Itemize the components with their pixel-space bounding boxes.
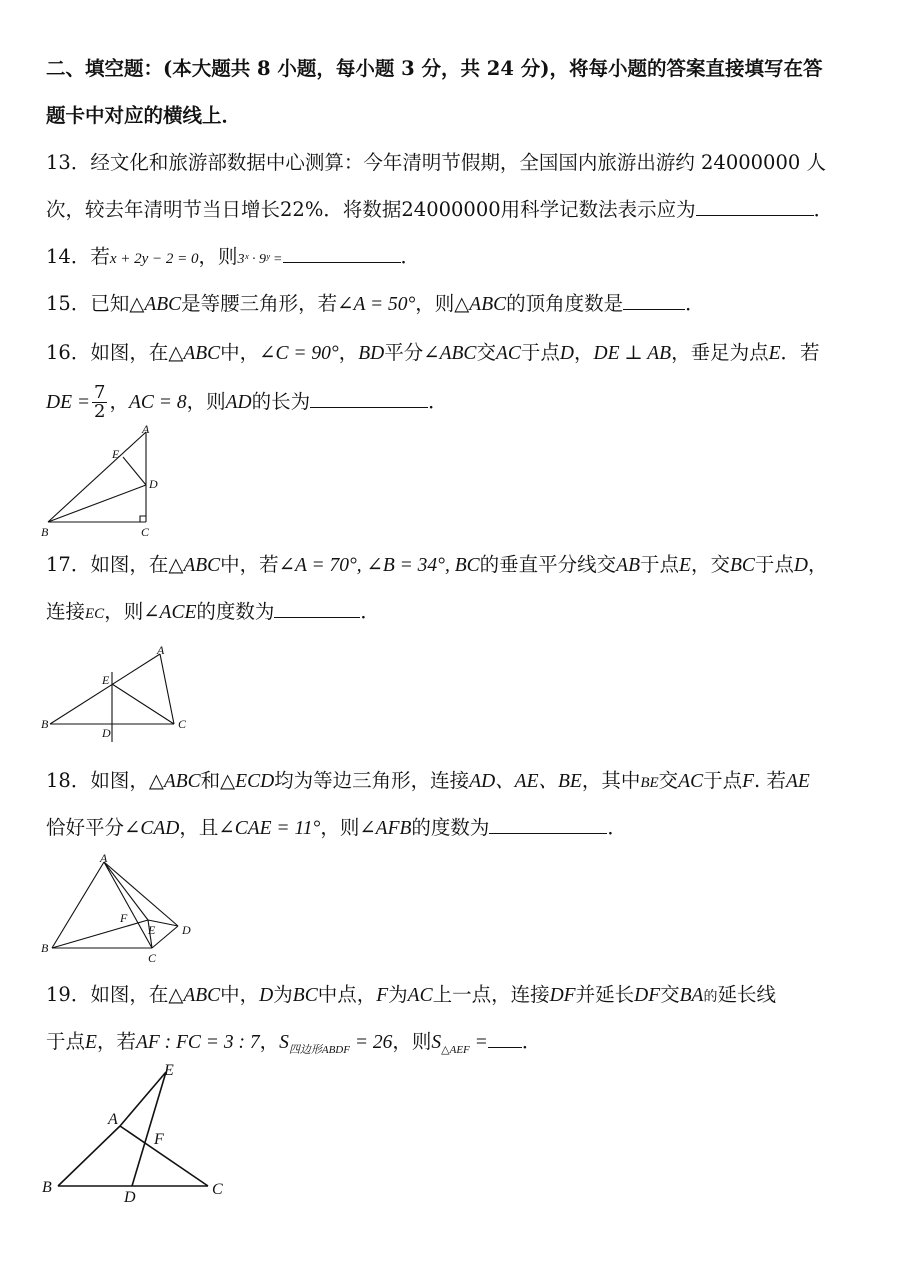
q19-label-a: A: [108, 1111, 118, 1128]
q18-segment-ac: [104, 862, 152, 948]
q16-label-d: D: [149, 477, 158, 491]
q17-label-c: C: [178, 717, 187, 731]
q18-label-d: D: [182, 923, 191, 937]
q16-line1: 16．如图，在△ABC中，∠C = 90°，BD平分∠ABC交AC于点D，DE ⊥ AB，垂足为点E．若: [46, 341, 820, 364]
q19-label-f: F: [154, 1131, 164, 1148]
q18-segment-ad: [104, 862, 178, 926]
q15-answer-blank[interactable]: [623, 291, 685, 310]
q16-segment-bd: [48, 485, 146, 522]
q17-figure: [36, 642, 206, 746]
q19-label-e: E: [164, 1062, 174, 1079]
q18-segment-cd: [152, 926, 178, 948]
q16-right-angle-mark: [140, 516, 146, 522]
q16-label-b: B: [41, 525, 49, 539]
q19-extension-ae: [120, 1072, 166, 1126]
q19-segment-de: [132, 1072, 166, 1186]
q16-label-c: C: [141, 525, 150, 539]
q19-label-d: D: [124, 1189, 136, 1206]
q18-line2: 恰好平分∠CAD，且∠CAE = 11°，则∠AFB的度数为 ．: [46, 816, 627, 839]
q19-label-b: B: [42, 1179, 52, 1196]
q18-label-c: C: [148, 951, 157, 965]
q19-figure: [38, 1060, 238, 1210]
q19-answer-blank[interactable]: [488, 1029, 522, 1048]
q17-segment-ab: [50, 654, 160, 724]
q18-line1: 18．如图，△ABC和△ECD均为等边三角形，连接AD、AE、BE，其中BE交AC于点F. 若AE: [46, 769, 810, 792]
q16-answer-blank[interactable]: [310, 389, 428, 408]
q19-line1: 19．如图，在△ABC中，D为BC中点，F为AC上一点，连接DF并延长DF交BA的延长线: [46, 983, 776, 1006]
q19-segment-ba: [58, 1126, 120, 1186]
q16-segment-de: [123, 457, 146, 485]
q18-figure: [36, 850, 206, 968]
q16-label-a: A: [142, 422, 150, 436]
q19-line2: 于点E，若AF : FC = 3 : 7，$S_{四边形ABDF} = 26$，则$S_{\triangle AEF}$ = ．: [46, 1030, 542, 1056]
q13-line2: 次，较去年清明节当日增长22%．将数据24000000用科学记数法表示应为 ．: [46, 198, 834, 221]
q17-label-d: D: [102, 726, 111, 740]
q16-label-e: E: [112, 447, 120, 461]
q19-label-c: C: [212, 1181, 223, 1198]
q19-segment-ac: [120, 1126, 208, 1186]
q16-line2: DE = $\frac{7}{2}$ ，AC = 8，则AD的长为 ．: [46, 382, 448, 422]
section-title-line1: 二、填空题：(本大题共 8 小题，每小题 3 分，共 24 分)，将每小题的答案直接填写在答: [46, 57, 823, 80]
q18-label-e: E: [148, 923, 156, 937]
section-title-line2: 题卡中对应的横线上．: [46, 104, 242, 127]
q17-label-e: E: [102, 673, 110, 687]
q14-line: 14．若x + 2y − 2 = 0，则3ˣ · 9ʸ = ．: [46, 245, 421, 268]
q18-answer-blank[interactable]: [489, 815, 607, 834]
q17-label-b: B: [41, 717, 49, 731]
q17-answer-blank[interactable]: [274, 599, 360, 618]
q16-figure: [36, 424, 176, 540]
q15-line: 15．已知△ABC是等腰三角形，若∠A = 50°，则△ABC的顶角度数是 ．: [46, 292, 705, 315]
q16-fraction: $\frac{7}{2}$: [94, 382, 106, 422]
q18-label-b: B: [41, 941, 49, 955]
q13-line1: 13．经文化和旅游部数据中心测算：今年清明节假期，全国国内旅游出游约 24000000 人: [46, 151, 826, 174]
q16-segment-ab: [48, 432, 146, 522]
q14-answer-blank[interactable]: [283, 244, 401, 263]
q17-line1: 17．如图，在△ABC中，若∠A = 70°, ∠B = 34°, BC的垂直平分线交AB于点E，交BC于点D，: [46, 553, 828, 576]
q17-segment-ec: [112, 684, 174, 724]
q17-segment-ac: [160, 654, 174, 724]
q13-answer-blank[interactable]: [696, 197, 814, 216]
q18-label-a: A: [100, 851, 108, 865]
q17-line2: 连接EC，则∠ACE的度数为 ．: [46, 600, 380, 623]
q18-label-f: F: [120, 911, 128, 925]
q17-label-a: A: [157, 643, 165, 657]
